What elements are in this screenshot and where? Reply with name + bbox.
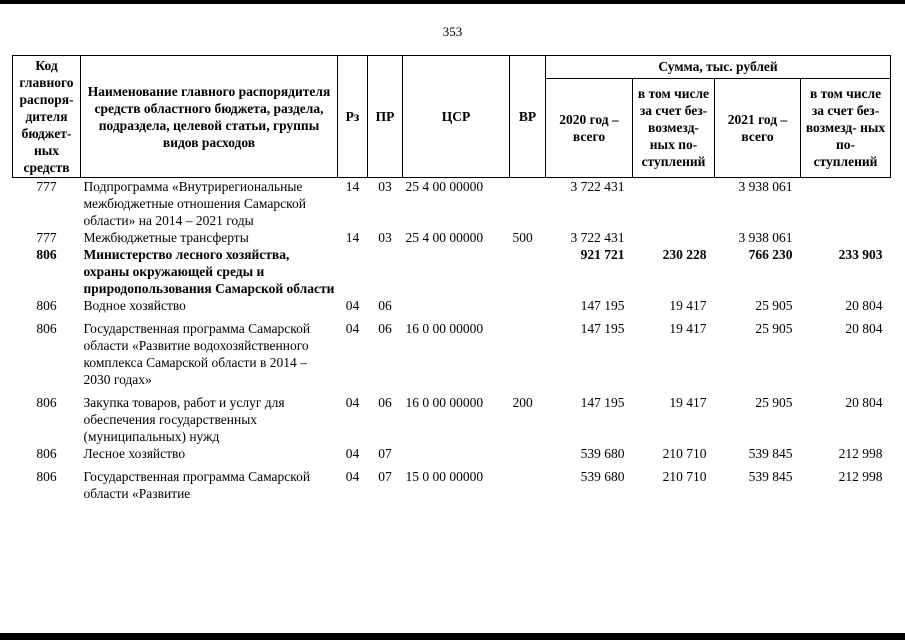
row-pr: 07 bbox=[378, 446, 392, 461]
row-csr: 25 4 00 00000 bbox=[405, 179, 484, 194]
row-2021-total: 539 845 bbox=[748, 446, 793, 461]
row-code: 806 bbox=[36, 446, 57, 461]
table-row bbox=[13, 178, 891, 230]
row-2020-free: 19 417 bbox=[669, 395, 707, 410]
row-2020-total: 921 721 bbox=[580, 247, 625, 262]
header-vr: ВР bbox=[510, 56, 546, 178]
row-rz: 04 bbox=[345, 298, 360, 313]
header-pr: ПР bbox=[368, 56, 403, 178]
row-code: 777 bbox=[36, 179, 57, 194]
row-rz: 04 bbox=[345, 321, 360, 336]
row-code: 806 bbox=[36, 247, 57, 262]
table-row bbox=[13, 246, 891, 297]
row-code: 777 bbox=[36, 230, 57, 245]
row-code: 806 bbox=[36, 298, 57, 313]
row-pr: 03 bbox=[378, 179, 392, 194]
row-vr bbox=[510, 314, 546, 388]
row-csr: 15 0 00 00000 bbox=[405, 469, 484, 484]
header-2020-free: в том числе за счет без- возмезд- ных по- ступлений bbox=[633, 78, 715, 177]
header-2021-free: в том числе за счет без- возмезд- ных по- ступлений bbox=[801, 78, 891, 177]
row-pr: 07 bbox=[378, 469, 392, 484]
row-2020-total: 147 195 bbox=[580, 395, 625, 410]
row-2021-total: 25 905 bbox=[755, 395, 793, 410]
header-sum: Сумма, тыс. рублей bbox=[546, 56, 891, 79]
row-vr bbox=[510, 297, 546, 314]
row-rz: 14 bbox=[345, 230, 360, 245]
row-2021-free: 20 804 bbox=[845, 395, 883, 410]
row-rz: 14 bbox=[345, 179, 360, 194]
row-rz: 04 bbox=[345, 446, 360, 461]
row-csr: 25 4 00 00000 bbox=[405, 230, 484, 245]
row-2021-free: 212 998 bbox=[838, 469, 883, 484]
budget-table bbox=[12, 55, 891, 502]
table-row bbox=[13, 445, 891, 462]
row-2021-total: 3 938 061 bbox=[738, 230, 793, 245]
row-2021-free bbox=[801, 178, 891, 230]
row-csr: 16 0 00 00000 bbox=[405, 321, 484, 336]
row-2021-free: 233 903 bbox=[838, 247, 883, 262]
row-2021-total: 25 905 bbox=[755, 321, 793, 336]
row-2020-total: 539 680 bbox=[580, 469, 625, 484]
row-2021-total: 3 938 061 bbox=[738, 179, 793, 194]
row-name: Министерство лесного хозяйства, охраны окружающей среды и природопользования Самарской области bbox=[83, 247, 335, 296]
row-rz bbox=[338, 246, 368, 297]
row-code: 806 bbox=[36, 395, 57, 410]
row-name: Водное хозяйство bbox=[83, 298, 186, 313]
header-2021-total: 2021 год – всего bbox=[715, 78, 801, 177]
row-2020-total: 147 195 bbox=[580, 321, 625, 336]
row-name: Межбюджетные трансферты bbox=[83, 230, 249, 245]
row-name: Лесное хозяйство bbox=[83, 446, 186, 461]
row-vr bbox=[510, 462, 546, 502]
row-rz: 04 bbox=[345, 469, 360, 484]
row-name: Подпрограмма «Внутрирегиональные межбюджетные отношения Самарской области» на 2014 – 2021 годы bbox=[83, 179, 306, 228]
table-row bbox=[13, 462, 891, 502]
row-vr: 500 bbox=[512, 230, 533, 245]
row-2020-free: 19 417 bbox=[669, 298, 707, 313]
row-2020-free bbox=[633, 229, 715, 246]
bottom-border bbox=[0, 633, 905, 640]
header-name: Наименование главного распорядителя средств областного бюджета, раздела, подраздела, целевой статьи, группы видов расходов bbox=[81, 56, 338, 178]
row-vr bbox=[510, 246, 546, 297]
row-pr bbox=[368, 246, 403, 297]
row-name: Государственная программа Самарской области «Развитие водохозяйственного комплекса Самарской области в 2014 – 2030 годах» bbox=[83, 321, 311, 387]
row-csr bbox=[403, 445, 510, 462]
row-csr bbox=[403, 297, 510, 314]
row-2021-free bbox=[801, 229, 891, 246]
header-code: Код главного распоря- дителя бюджет- ных средств bbox=[13, 56, 81, 178]
row-2020-free bbox=[633, 178, 715, 230]
row-2021-total: 539 845 bbox=[748, 469, 793, 484]
page-number: 353 bbox=[442, 24, 463, 39]
row-pr: 03 bbox=[378, 230, 392, 245]
row-vr: 200 bbox=[512, 395, 533, 410]
row-name: Государственная программа Самарской области «Развитие bbox=[83, 469, 311, 501]
top-border bbox=[0, 0, 905, 4]
row-2020-total: 3 722 431 bbox=[570, 230, 625, 245]
row-vr bbox=[510, 445, 546, 462]
row-rz: 04 bbox=[345, 395, 360, 410]
row-pr: 06 bbox=[378, 298, 392, 313]
row-csr bbox=[403, 246, 510, 297]
header-csr: ЦСР bbox=[403, 56, 510, 178]
row-2020-total: 147 195 bbox=[580, 298, 625, 313]
row-2021-free: 20 804 bbox=[845, 321, 883, 336]
row-2021-total: 766 230 bbox=[748, 247, 793, 262]
row-name: Закупка товаров, работ и услуг для обеспечения государственных (муниципальных) нужд bbox=[83, 395, 285, 444]
table-row bbox=[13, 314, 891, 388]
table-row bbox=[13, 297, 891, 314]
row-2021-free: 20 804 bbox=[845, 298, 883, 313]
row-2020-total: 3 722 431 bbox=[570, 179, 625, 194]
row-csr: 16 0 00 00000 bbox=[405, 395, 484, 410]
table-row bbox=[13, 229, 891, 246]
row-2021-total: 25 905 bbox=[755, 298, 793, 313]
row-2020-free: 210 710 bbox=[662, 446, 707, 461]
row-code: 806 bbox=[36, 321, 57, 336]
row-2020-free: 230 228 bbox=[662, 247, 707, 262]
row-vr bbox=[510, 178, 546, 230]
table-row bbox=[13, 388, 891, 445]
header-rz: Рз bbox=[338, 56, 368, 178]
row-code: 806 bbox=[36, 469, 57, 484]
row-2021-free: 212 998 bbox=[838, 446, 883, 461]
row-2020-free: 210 710 bbox=[662, 469, 707, 484]
row-2020-free: 19 417 bbox=[669, 321, 707, 336]
row-2020-total: 539 680 bbox=[580, 446, 625, 461]
row-pr: 06 bbox=[378, 321, 392, 336]
header-2020-total: 2020 год – всего bbox=[546, 78, 633, 177]
row-pr: 06 bbox=[378, 395, 392, 410]
